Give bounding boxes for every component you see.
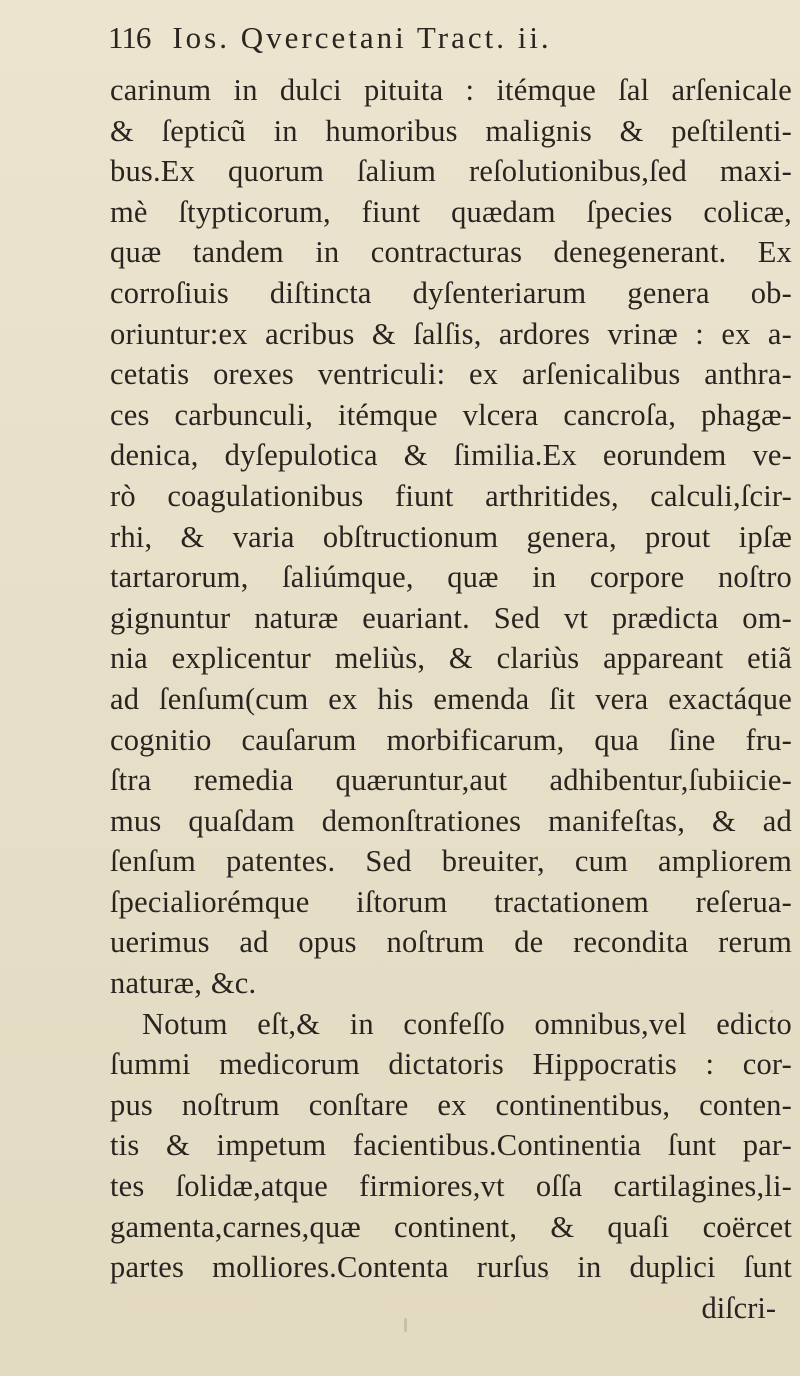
text-line: carinum in dulci pituita : itémque ſal arſenicale <box>110 73 792 107</box>
body-text <box>110 70 792 1328</box>
text-line: mus quaſdam demonſtrationes manifeſtas, & ad <box>110 803 792 838</box>
page-header <box>108 20 788 64</box>
text-line: denica, dyſepulotica & ſimilia.Ex eorundem ve- <box>110 438 792 473</box>
text-line: partes molliores.Contenta rurſus in duplici ſunt <box>110 1250 792 1285</box>
paper-speck <box>545 1276 549 1280</box>
paragraph-start-line: Notum eſt,& in confeſſo omnibus,vel edicto <box>142 1006 792 1041</box>
text-line: ſenſum patentes. Sed breuiter, cum ampliorem <box>110 844 792 879</box>
text-line: rhi, & varia obſtructionum genera, prout ipſæ <box>110 519 792 554</box>
running-head: Ios. Qvercetani Tract. ii. <box>172 20 552 55</box>
text-line: ad ſenſum(cum ex his emenda ſit vera exactáque <box>110 681 792 716</box>
text-line: quæ tandem in contracturas denegenerant. Ex <box>110 235 792 270</box>
page-number: 116 <box>108 20 151 55</box>
text-line: rò coagulationibus fiunt arthritides, calculi,ſcir- <box>110 478 792 513</box>
text-line: naturæ, &c. <box>110 966 257 1001</box>
text-line: gamenta,carnes,quæ continent, & quaſi coërcet <box>110 1209 792 1244</box>
text-line: nia explicentur meliùs, & clariùs appareant etiã <box>110 641 792 676</box>
text-line: oriuntur:ex acribus & ſalſis, ardores vrinæ : ex a- <box>110 316 792 351</box>
text-line: tes ſolidæ,atque firmiores,vt oſſa cartilagines,li- <box>110 1169 792 1204</box>
text-line: mè ſtypticorum, fiunt quædam ſpecies colicæ, <box>110 194 792 229</box>
text-line: corroſiuis diſtincta dyſenteriarum genera ob- <box>110 275 792 310</box>
paper-speck <box>404 1318 407 1332</box>
paper-speck <box>770 1010 773 1013</box>
text-line: ſummi medicorum dictatoris Hippocratis : cor- <box>110 1047 792 1082</box>
text-line: bus.Ex quorum ſalium reſolutionibus,ſed maxi- <box>110 154 792 189</box>
text-line: pus noſtrum conſtare ex continentibus, conten- <box>110 1087 792 1122</box>
text-line: tartarorum, ſaliúmque, quæ in corpore noſtro <box>110 560 792 595</box>
text-line: uerimus ad opus noſtrum de recondita rerum <box>110 925 792 960</box>
text-line: & ſepticũ in humoribus malignis & peſtilenti- <box>110 113 792 148</box>
text-line: cetatis orexes ventriculi: ex arſenicalibus anthra- <box>110 357 792 392</box>
text-line: ces carbunculi, itémque vlcera cancroſa, phagæ- <box>110 397 792 432</box>
text-line: cognitio cauſarum morbificarum, qua ſine fru- <box>110 722 792 757</box>
text-line: ſpecialiorémque iſtorum tractationem reſerua- <box>110 884 792 919</box>
text-line: gignuntur naturæ euariant. Sed vt prædicta om- <box>110 600 792 635</box>
catchword: diſcri- <box>701 1290 776 1325</box>
text-line: tis & impetum facientibus.Continentia ſunt par- <box>110 1128 792 1163</box>
text-line: ſtra remedia quæruntur,aut adhibentur,ſubiicie- <box>110 763 792 798</box>
